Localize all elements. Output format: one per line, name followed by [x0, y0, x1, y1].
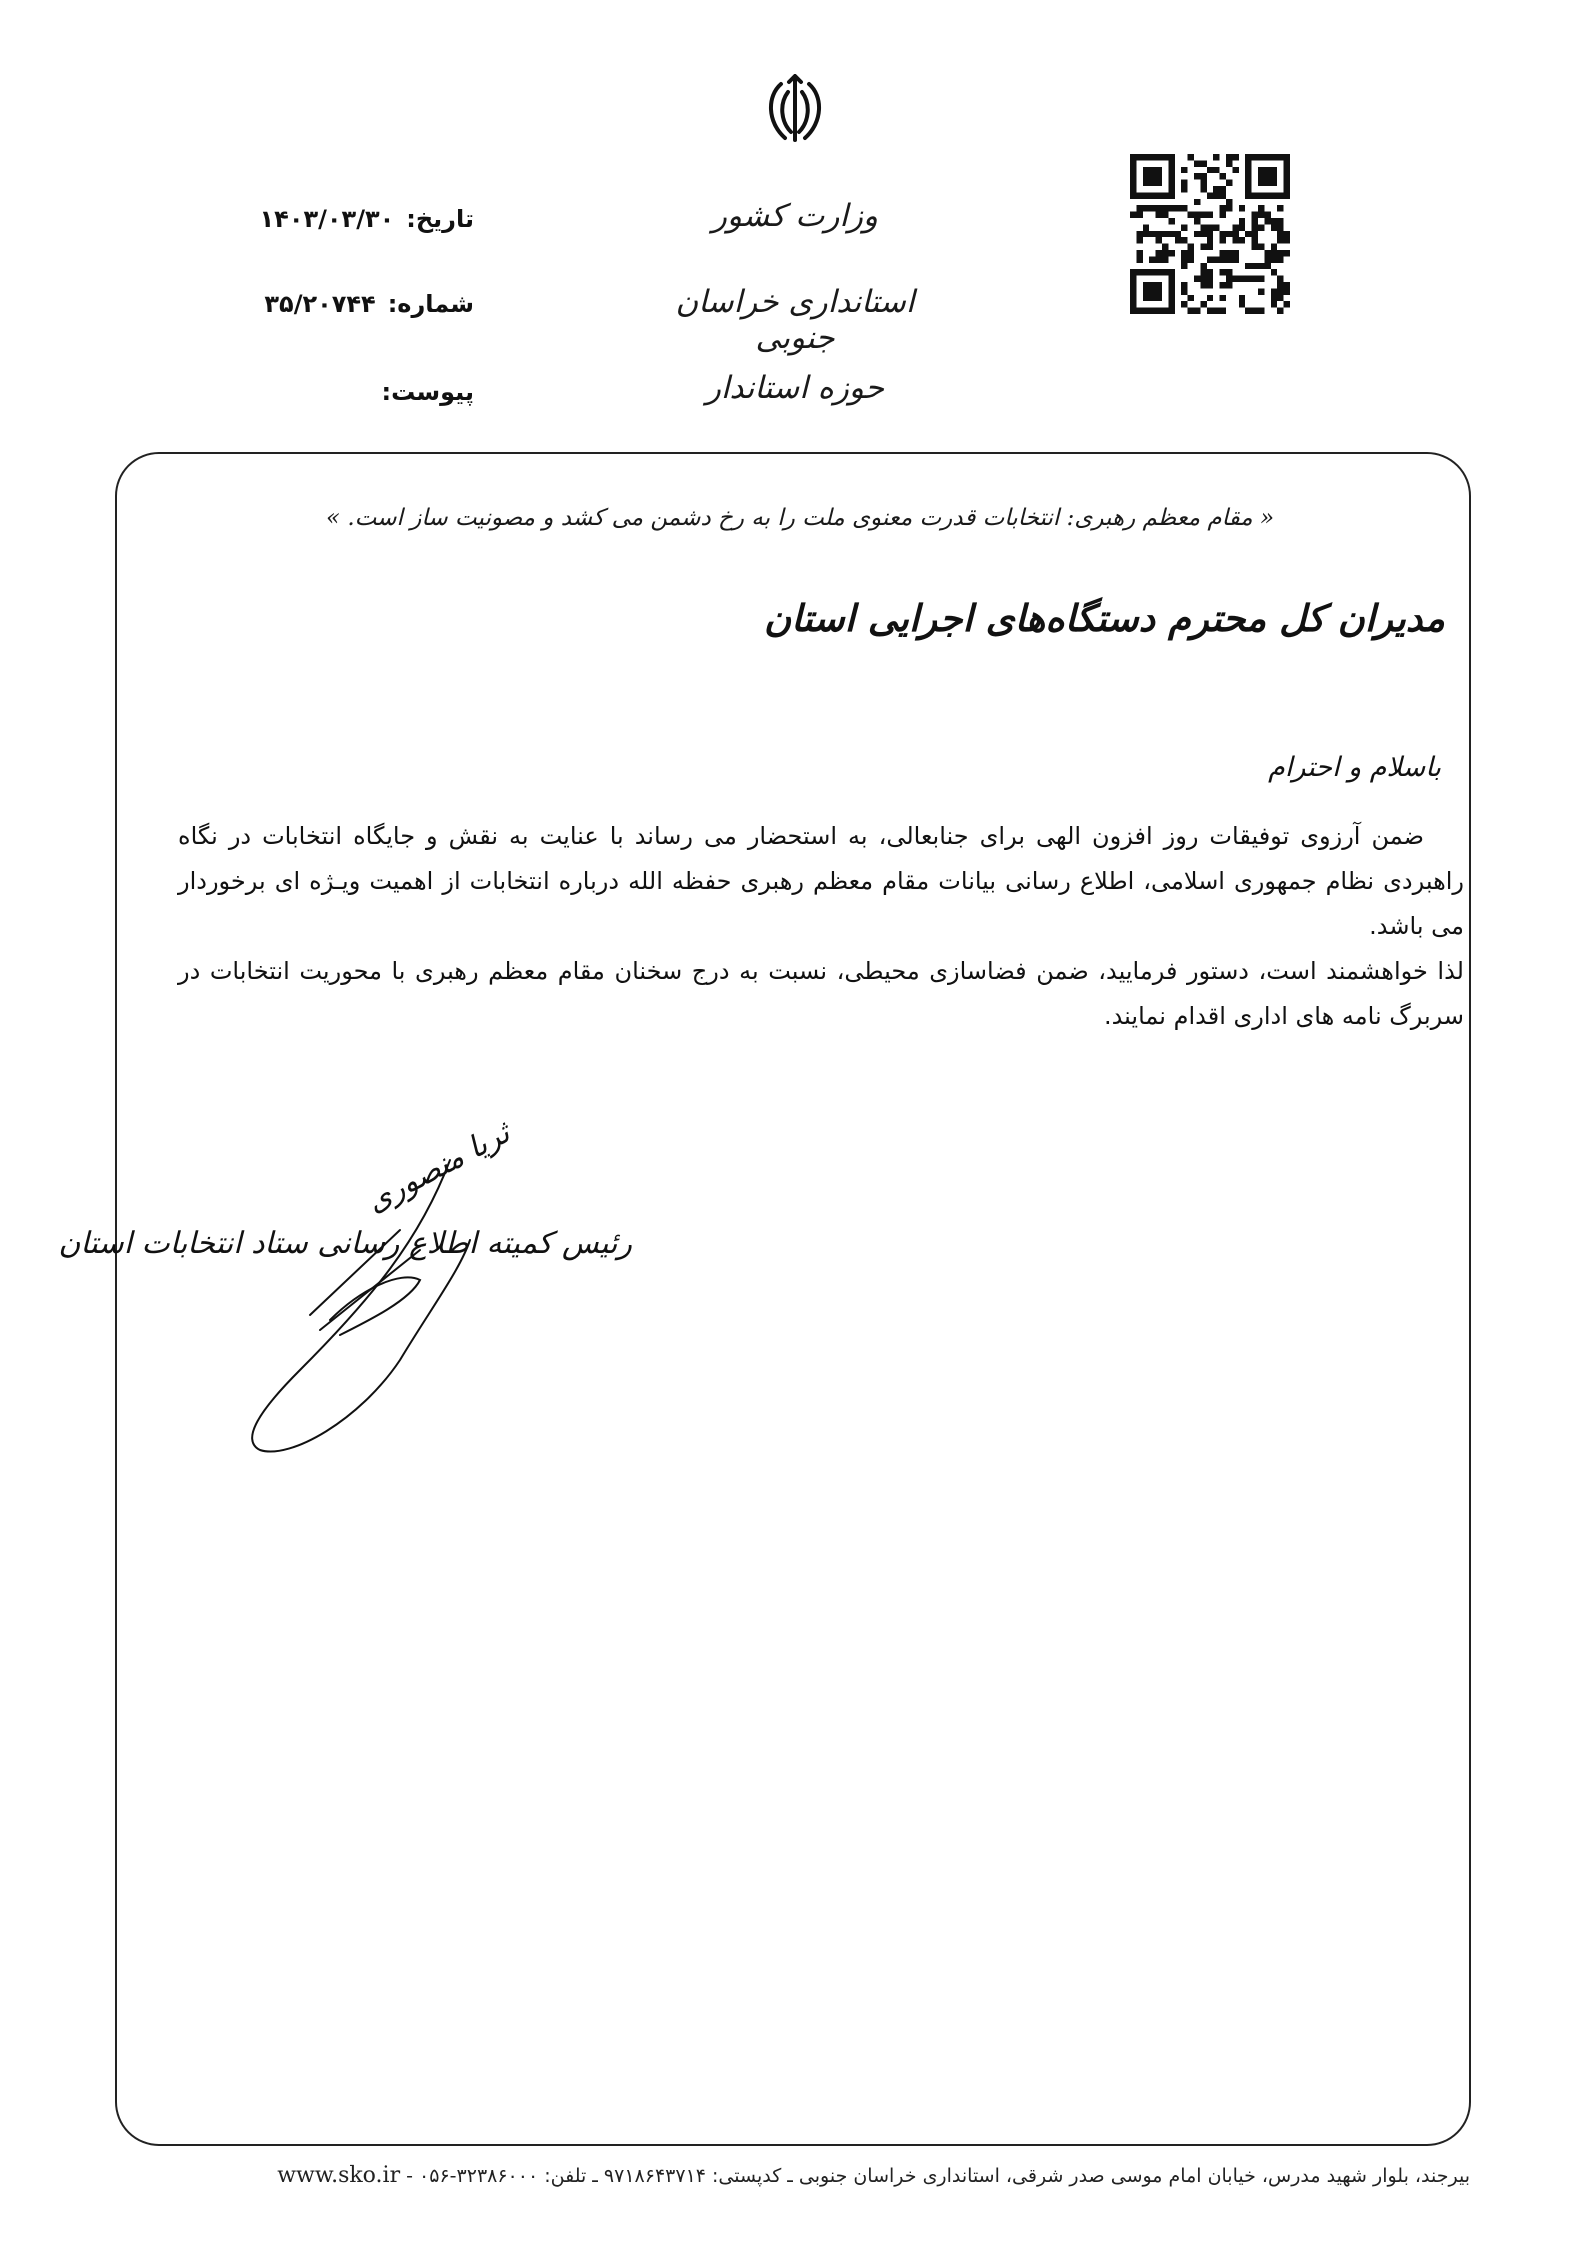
letter-attachment	[214, 378, 474, 406]
letter-body	[178, 814, 1464, 1039]
date-value: ۱۴۰۳/۰۳/۳۰	[259, 205, 395, 233]
leader-quote: « مقام معظم رهبری: انتخابات قدرت معنوی ملت را به رخ دشمن می کشد و مصونیت ساز است. »	[325, 505, 1275, 531]
number-value: ۳۵/۲۰۷۴۴	[264, 290, 376, 318]
date-label: تاریخ:	[406, 205, 474, 233]
letter-date	[214, 205, 474, 233]
footer-address	[186, 2163, 1470, 2188]
body-paragraph-2: لذا خواهشمند است، دستور فرمایید، ضمن فضاسازی محیطی، نسبت به درج سخنان مقام معظم رهبری با محوریت انتخابات در سربرگ نامه های اداری اقدام نمایند.	[178, 957, 1464, 1030]
body-paragraph-1: ضمن آرزوی توفیقات روز افزون الهی برای جنابعالی، به استحضار می رساند با عنایت به نقش و جایگاه انتخابات در نگاه راهبردی نظام جمهوری اسلامی، اطلاع رسانی بیانات مقام معظم رهبری حفظه الله درباره انتخابات از اهمیت ویـژه ای برخوردار می باشد.	[178, 822, 1464, 940]
iran-emblem-icon	[763, 74, 827, 150]
signer-name: ثریا منصوری	[360, 1115, 516, 1220]
greeting: باسلام و احترام	[1268, 752, 1441, 783]
number-label: شماره:	[387, 290, 474, 318]
governorate-name: استانداری خراسان جنوبی	[675, 284, 915, 356]
footer-website: www.sko.ir	[277, 2163, 401, 2188]
signer-title: رئیس کمیته اطلاع رسانی ستاد انتخابات استان	[58, 1226, 632, 1261]
office-name: حوزه استاندار	[705, 370, 885, 406]
qr-code-icon	[1130, 154, 1290, 314]
addressee: مدیران کل محترم دستگاه‌های اجرایی استان	[764, 596, 1445, 640]
letter-number	[214, 290, 474, 318]
footer-address-text: بیرجند، بلوار شهید مدرس، خیابان امام موسی صدر شرقی، استانداری خراسان جنوبی ـ کدپستی: ۹۷۱۸۶۴۳۷۱۴ ـ تلفن: ۳۲۳۸۶۰۰۰-۰۵۶ -	[406, 2165, 1470, 2187]
ministry-name: وزارت کشور	[712, 198, 878, 234]
attachment-label: پیوست:	[381, 378, 474, 406]
